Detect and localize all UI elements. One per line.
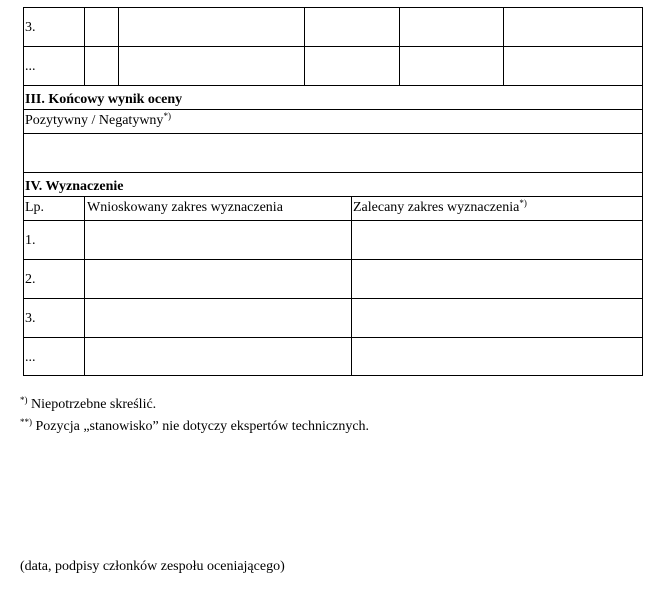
footnote-mark: *)	[163, 111, 171, 121]
row-number: 2.	[25, 272, 36, 287]
row-number: ...	[25, 350, 36, 365]
footnote: *) Niepotrzebne skreślić.	[20, 395, 157, 412]
col-divider	[84, 196, 85, 376]
row-number: ...	[25, 59, 36, 74]
row-divider	[23, 196, 643, 197]
table-border-right	[642, 7, 643, 376]
column-header-lp: Lp.	[25, 200, 45, 215]
col-divider	[84, 7, 85, 86]
footnote-mark: **)	[20, 417, 32, 427]
section-heading: IV. Wyznaczenie	[25, 179, 124, 194]
footnote-mark: *)	[20, 395, 28, 405]
result-label: Pozytywny / Negatywny*)	[25, 111, 171, 128]
col-divider	[118, 7, 119, 86]
footnote-mark: *)	[519, 198, 527, 208]
row-divider	[23, 259, 643, 260]
signature-note: (data, podpisy członków zespołu oceniającego)	[20, 559, 285, 574]
footnote: **) Pozycja „stanowisko” nie dotyczy ekspertów technicznych.	[20, 417, 370, 434]
row-number: 1.	[25, 233, 36, 248]
col-divider	[351, 196, 352, 376]
table-border-left	[23, 7, 24, 376]
row-divider	[23, 85, 643, 86]
row-divider	[23, 337, 643, 338]
row-divider	[23, 220, 643, 221]
row-number: 3.	[25, 20, 36, 35]
row-number: 3.	[25, 311, 36, 326]
col-divider	[304, 7, 305, 86]
col-divider	[503, 7, 504, 86]
row-divider	[23, 133, 643, 134]
column-header-recommended: Zalecany zakres wyznaczenia*)	[353, 198, 527, 215]
section-heading: III. Końcowy wynik oceny	[25, 92, 183, 107]
table-border-top	[23, 7, 643, 8]
col-divider	[399, 7, 400, 86]
row-divider	[23, 46, 643, 47]
table-border-bottom	[23, 375, 643, 376]
row-divider	[23, 109, 643, 110]
row-divider	[23, 172, 643, 173]
column-header-requested: Wnioskowany zakres wyznaczenia	[87, 200, 283, 215]
row-divider	[23, 298, 643, 299]
